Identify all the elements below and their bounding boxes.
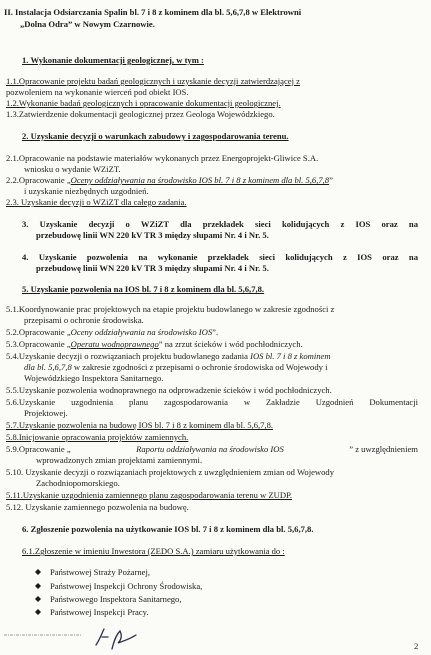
item-5-5: 5.5.Uzyskanie pozwolenia wodnoprawnego na odprowadzenie ścieków i wód pochłodniczych. [6,385,332,395]
item-5-8: 5.8.Inicjowanie opracowania projektów zamiennych. [6,432,189,442]
section-3-line-2: przebudowę linii WN 220 kV TR 3 między słupami Nr. 4 i Nr. 5. [36,230,269,240]
section-2-title: 2. Uzyskanie decyzji o warunkach zabudowy i zagospodarowania terenu. [22,131,289,141]
item-1-1-line-2: pozwoleniem na wykonanie wierceń pod obiekt IOS. [6,87,189,97]
item-2-1-line-2: wniosku o wydanie WZiZT. [24,164,121,174]
bullet-item-1: Państwowej Straży Pożarnej, [50,567,150,577]
item-6-1-intro [22,546,285,556]
bullet-item-4: Państwowej Inspekcji Pracy. [50,607,149,617]
item-2-2-line-1 [6,175,333,185]
item-5-7: 5.7.Uzyskanie pozwolenia na budowę IOS bl. 7 i 8 z kominem dla bl. 5,6,7,8. [6,420,274,430]
bullet-diamond-icon [35,596,41,602]
item-2-1-line-1: 2.1.Opracowanie na podstawie materiałów wykonanych przez Energoprojekt-Gliwice S.A. [6,153,319,163]
bullet-item-2: Państwowej Inspekcji Ochrony Środowiska, [50,581,203,591]
item-5-4-prefix: 5.4.Uzyskanie decyzji o rozwiązaniach projektu budowlanego zadania [6,351,251,361]
item-5-9-italic: Raportu oddziaływania na środowisko IOS [136,444,284,454]
footer-print-mark [4,632,84,638]
item-5-10-line-2: Zachodniopomorskiego. [36,478,120,488]
item-5-9-line-1 [6,444,418,454]
header-line-1: II. Instalacja Odsiarczania Spalin bl. 7 i 8 z kominem dla bl. 5,6,7,8 w Elektrowni [4,7,302,17]
bullet-item-3: Państwowego Inspektora Sanitarnego, [50,594,182,604]
item-1-1-line-1: 1.1.Opracowanie projektu badań geologicznych i uzyskanie decyzji zatwierdzającej z [6,76,300,86]
item-5-4-line-2 [24,362,327,372]
item-2-2-italic: Oceny oddziaływania na środowisko IOS bl. 7 i 8 z kominem dla bl. 5,6,7,8 [70,175,330,185]
bullet-diamond-icon [35,583,41,589]
item-5-2 [6,327,218,337]
item-5-6-line-1: 5.6.Uzyskanie uzgodnienia planu zagospodarowania w Zakładzie Uzgodnień Dokumentacji [6,397,418,407]
item-5-1-line-1: 5.1.Koordynowanie prac projektowych na etapie projektu budowlanego w zakresie zgodności z [6,304,335,314]
item-5-4-line-1 [6,351,331,361]
item-5-11: 5.11.Uzyskanie uzgodnienia zamiennego planu zagospodarowania terenu w ZUDP. [6,490,293,500]
section-5-title: 5. Uzyskanie pozwolenia na IOS bl. 7 i 8 z kominem dla bl. 5,6,7,8. [22,284,265,294]
item-5-12: 5.12. Uzyskanie zamiennego pozwolenia na budowę. [6,502,189,512]
bullet-diamond-icon [35,609,41,615]
item-6-1-intro-text: 6.1.Zgłoszenie w imieniu Inwestora (ZEDO S.A.) zamiaru użytkowania do : [22,546,285,556]
item-5-2-suffix: ”. [212,327,219,337]
item-1-3: 1.3.Zatwierdzenie dokumentacji geologicznej przez Geologa Wojewódzkiego. [6,109,275,119]
item-5-3-italic: Operatu wodnoprawnego [70,339,159,349]
section-1-title: 1. Wykonanie dokumentacji geologicznej, w tym : [22,55,204,65]
item-5-3-prefix: 5.3.Opracowanie „ [6,339,71,349]
item-5-9-suffix: ” z uwzględnieniem [349,444,418,454]
item-5-4-italic-2: dla bl. 5,6,7,8 [24,362,72,372]
item-5-2-prefix: 5.2.Opracowanie „ [6,327,71,337]
section-4-line-1: 4. Uzyskanie pozwolenia na wykonanie przekładek sieci kolidujących z IOS oraz na [22,252,418,262]
item-5-9-prefix: 5.9.Opracowanie „ [6,444,71,454]
section-3-line-1: 3. Uzyskanie decyzji o WZiZT dla przekładek sieci kolidujących z IOS oraz na [22,219,418,229]
handwritten-signature [92,625,142,653]
item-5-3-suffix: ” na zrzut ścieków i wód pochłodniczych. [158,339,303,349]
item-5-4-suffix: w zakresie zgodności z przepisami o ochronie środowiska od Wojewody i [71,362,328,372]
bullet-diamond-icon [35,569,41,575]
item-2-2-line-2: i uzyskanie niezbędnych uzgodnień. [24,186,149,196]
item-5-1-line-2: przepisami o ochronie środowiska. [24,315,144,325]
item-2-3: 2.3. Uzyskanie decyzji o WZiZT dla całego zadania. [6,197,187,207]
item-5-6-line-2: Projektowej. [24,408,68,418]
item-1-2: 1.2.Wykonanie badań geologicznych i opracowanie dokumentacji geologicznej. [6,98,281,108]
item-5-4-italic: IOS bl. 7 i 8 z kominem [250,351,331,361]
item-5-2-italic: Oceny oddziaływania na środowisko IOS [70,327,213,337]
header-line-2: „Dolna Odra” w Nowym Czarnowie. [20,19,155,29]
item-5-10-line-1: 5.10. Uzyskanie decyzji o rozwiązaniach projektowych z uwzględnieniem zmian od Wojewody [6,467,334,477]
section-4-line-2: przebudowę linii WN 220 kV TR 3 między słupami Nr. 4 i Nr. 5. [36,263,269,273]
item-5-4-line-3: Wojewódzkiego Inspektora Sanitarnego. [24,373,164,383]
page-number: 2 [414,641,419,651]
item-5-9-line-2: wprowadzonych zmian projektami zamiennymi. [36,455,203,465]
item-5-3 [6,339,303,349]
item-2-2-suffix: ” [329,175,333,185]
section-6-title: 6. Zgłoszenie pozwolenia na użytkowanie IOS bl. 7 i 8 z kominem dla bl. 5,6,7,8. [22,524,314,534]
item-2-2-prefix: 2.2.Opracowanie „ [6,175,71,185]
